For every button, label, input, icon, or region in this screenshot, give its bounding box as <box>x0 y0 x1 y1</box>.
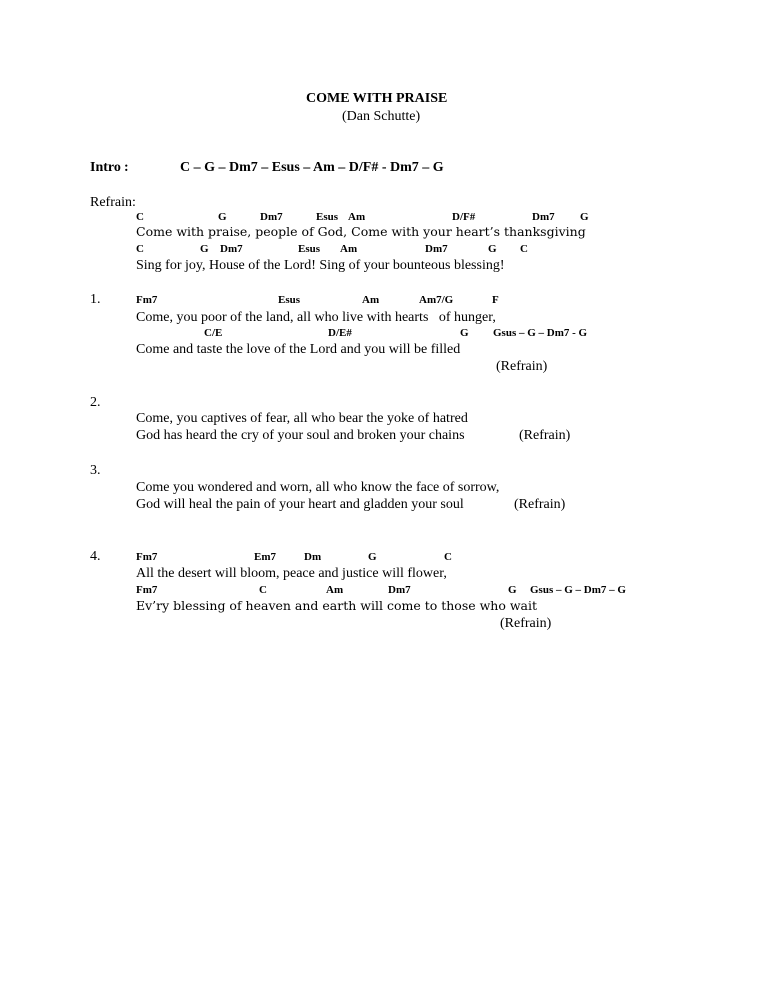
chord: Am <box>362 294 380 306</box>
chord: Esus <box>316 211 339 223</box>
chord: G <box>200 243 209 255</box>
chord: Gsus – G – Dm7 – G <box>530 584 626 596</box>
chord: Fm7 <box>136 584 158 596</box>
chord: D/E# <box>328 327 352 339</box>
chord: G <box>580 211 589 223</box>
verse-lyric: Come, you captives of fear, all who bear the yoke of hatred <box>136 411 468 426</box>
verse-number: 3. <box>90 463 101 478</box>
chord: Esus <box>278 294 301 306</box>
chord: Gsus – G – Dm7 - G <box>493 327 588 339</box>
chord: Em7 <box>254 551 276 563</box>
refrain-cue: (Refrain) <box>496 359 548 374</box>
verse-number: 2. <box>90 395 101 410</box>
refrain-label: Refrain: <box>90 195 136 210</box>
chord: Dm7 <box>260 211 283 223</box>
chord: Dm7 <box>220 243 243 255</box>
chord: Dm <box>304 551 322 563</box>
chord: D/F# <box>452 211 476 223</box>
intro-label: Intro <box>90 160 121 175</box>
verse-lyric: Come you wondered and worn, all who know the face of sorrow, <box>136 480 500 495</box>
refrain-cue: (Refrain) <box>500 616 552 631</box>
chord: Fm7 <box>136 294 158 306</box>
verse-lyric: Come and taste the love of the Lord and you will be filled <box>136 342 461 357</box>
chord: Dm7 <box>388 584 411 596</box>
refrain-cue: (Refrain) <box>519 428 571 443</box>
intro-chords: C – G – Dm7 – Esus – Am – D/F# - Dm7 – G <box>180 160 444 175</box>
chord: Am7/G <box>419 294 454 306</box>
intro-colon: : <box>124 160 129 175</box>
chord: C <box>444 551 452 563</box>
chord: G <box>460 327 469 339</box>
chord: Am <box>348 211 366 223</box>
verse-number: 1. <box>90 292 101 307</box>
chord: C <box>136 211 144 223</box>
song-title: COME WITH PRAISE <box>306 91 448 106</box>
chord: C <box>136 243 144 255</box>
chord: Esus <box>298 243 321 255</box>
chord: G <box>508 584 517 596</box>
refrain-cue: (Refrain) <box>514 497 566 512</box>
chord: G <box>488 243 497 255</box>
chord: Dm7 <box>532 211 555 223</box>
verse-number: 4. <box>90 549 101 564</box>
refrain-lyric-2: Sing for joy, House of the Lord! Sing of your bounteous blessing! <box>136 258 505 273</box>
chord: Am <box>326 584 344 596</box>
chord: Dm7 <box>425 243 448 255</box>
chord: Am <box>340 243 358 255</box>
verse-lyric: God will heal the pain of your heart and gladden your soul <box>136 497 464 512</box>
chord: C <box>520 243 528 255</box>
chord: Fm7 <box>136 551 158 563</box>
chord: C <box>259 584 267 596</box>
refrain-lyric-1: Come with praise, people of God, Come with your heart’s thanksgiving <box>136 224 586 239</box>
chord: G <box>218 211 227 223</box>
song-author: (Dan Schutte) <box>342 109 421 124</box>
verse-lyric: God has heard the cry of your soul and broken your chains <box>136 428 465 443</box>
chord: C/E <box>204 327 223 339</box>
verse-lyric: All the desert will bloom, peace and justice will flower, <box>136 566 447 581</box>
verse-lyric: Ev’ry blessing of heaven and earth will come to those who wait <box>136 598 538 613</box>
chord: F <box>492 294 499 306</box>
chord: G <box>368 551 377 563</box>
verse-lyric: Come, you poor of the land, all who live with hearts of hunger, <box>136 310 496 325</box>
